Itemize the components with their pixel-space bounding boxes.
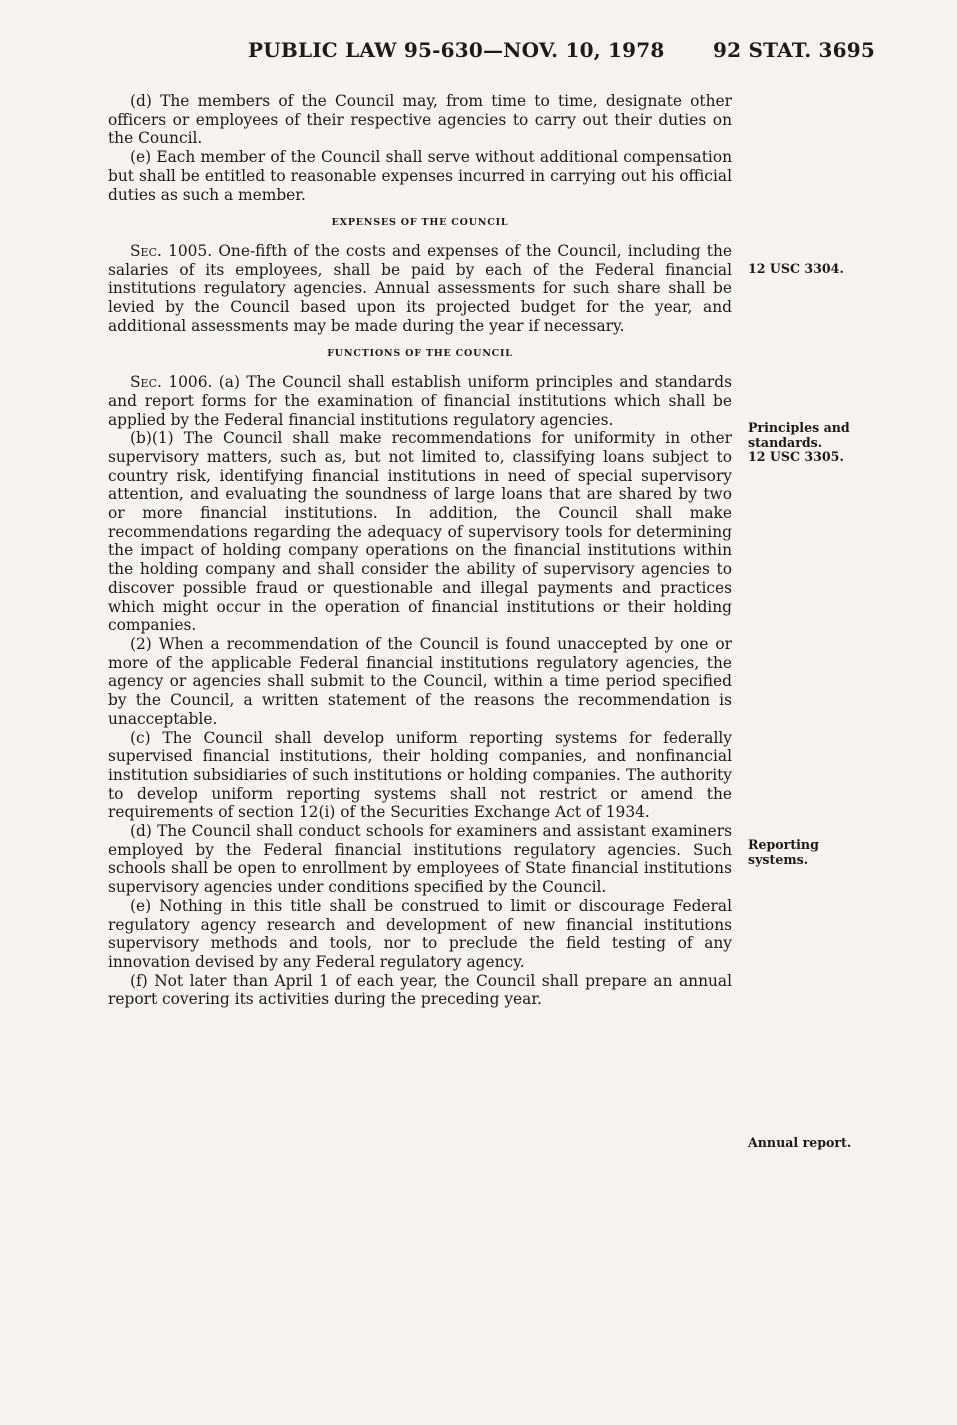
section-1005-label: Sec.	[130, 241, 162, 260]
margin-note-usc-3304	[748, 262, 888, 277]
paragraph-d: (d) The members of the Council may, from time to time, designate other officers or employees of their respective agencies to carry out their duties on the Council.	[108, 92, 732, 148]
header-title: PUBLIC LAW 95-630—NOV. 10, 1978	[248, 38, 665, 62]
margin-reporting-line2: systems.	[748, 851, 809, 867]
margin-annual-report: Annual report.	[748, 1135, 852, 1150]
section-1006-a-text: 1006. (a) The Council shall establish uniform principles and standards and report forms for the examination of financial institutions which shall be applied by the Federal financial institutions regulatory agencies.	[108, 373, 732, 429]
heading-functions: FUNCTIONS OF THE COUNCIL	[327, 348, 513, 360]
margin-usc-3305: 12 USC 3305.	[748, 449, 844, 464]
section-1006-a	[108, 373, 732, 429]
section-1005	[108, 242, 732, 336]
section-1006-f: (f) Not later than April 1 of each year, the Council shall prepare an annual report covering its activities during the preceding year.	[108, 971, 732, 1009]
body-text	[108, 92, 732, 1009]
section-1006-e: (e) Nothing in this title shall be construed to limit or discourage Federal regulatory agency research and development of new financial institutions supervisory methods and tools, nor to preclude the field testing of any innovation devised by any Federal regulatory agency.	[108, 896, 732, 971]
margin-reporting-line1: Reporting	[748, 837, 819, 852]
margin-note-reporting	[748, 838, 888, 867]
heading-expenses: EXPENSES OF THE COUNCIL	[331, 217, 509, 229]
margin-note-principles	[748, 421, 888, 465]
section-1005-text: 1005. One-fifth of the costs and expenses of the Council, including the salaries of its employees, shall be paid by each of the Federal financial institutions regulatory agencies. Annual assessments for such share shall be levied by the Council based upon its projected budget for the year, and additional assessments may be made during the year if necessary.	[108, 241, 732, 335]
paragraph-e: (e) Each member of the Council shall serve without additional compensation but shall be entitled to reasonable expenses incurred in carrying out his official duties as such a member.	[108, 148, 732, 204]
margin-usc-3304: 12 USC 3304.	[748, 261, 844, 276]
section-1006-c: (c) The Council shall develop uniform reporting systems for federally supervised financial institutions, their holding companies, and nonfinancial institution subsidiaries of such institutions or holding companies. The authority to develop uniform reporting systems shall not restrict or amend the requirements of section 12(i) of the Securities Exchange Act of 1934.	[108, 728, 732, 822]
margin-principles-line1: Principles and	[748, 420, 850, 435]
section-1006-d: (d) The Council shall conduct schools for examiners and assistant examiners employed by the Federal financial institutions regulatory agencies. Such schools shall be open to enrollment by employees of State financial institutions supervisory agencies under conditions specified by the Council.	[108, 822, 732, 897]
margin-principles-line2: standards.	[748, 434, 823, 450]
header-stat-number: 92 STAT. 3695	[713, 38, 875, 62]
section-1006-b2: (2) When a recommendation of the Council is found unaccepted by one or more of the applicable Federal financial institutions regulatory agencies, the agency or agencies shall submit to the Council, within a time period specified by the Council, a written statement of the reasons the recommendation is unacceptable.	[108, 634, 732, 728]
section-1006-b1: (b)(1) The Council shall make recommendations for uniformity in other supervisory matters, such as, but not limited to, classifying loans subject to country risk, identifying financial institutions in need of special supervisory attention, and evaluating the soundness of large loans that are shared by two or more financial institutions. In addition, the Council shall make recommendations regarding the adequacy of supervisory tools for determining the impact of holding company operations on the financial institutions within the holding company and shall consider the ability of supervisory agencies to discover possible fraud or questionable and illegal payments and practices which might occur in the operation of financial institutions or their holding companies.	[108, 429, 732, 635]
margin-note-annual-report	[748, 1136, 888, 1151]
section-1006-label: Sec.	[130, 373, 162, 392]
